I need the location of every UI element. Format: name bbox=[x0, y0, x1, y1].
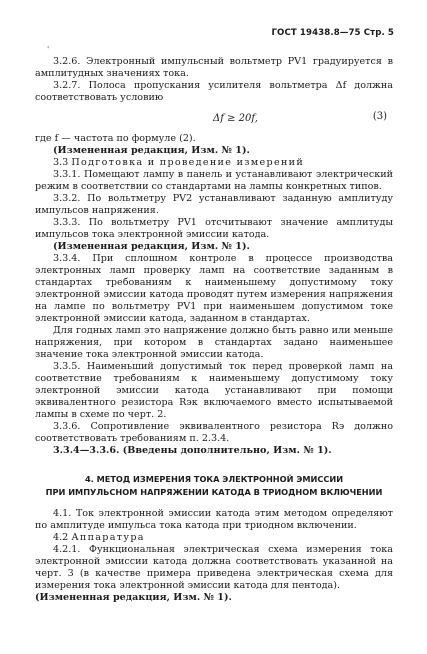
paragraph-3-3-3: 3.3.3. По вольтметру PV1 отсчитывают значение амплитуды импульсов тока электронной эмиссии катода. bbox=[35, 217, 393, 240]
paragraph-4-2-1: 4.2.1. Функциональная электрическая схема измерения тока электронной эмиссии катода должна соответствовать указанной на черт. 3 (в качестве примера приведена электрическая схема для измерения тока электронной эмиссии катода для пентода). bbox=[35, 544, 393, 591]
paragraph-3-3-4-continued: Для годных ламп это напряжение должно быть равно или меньше напряжения, при котором в стандартах задано наименьшее значение тока электронной эмиссии катода. bbox=[35, 325, 393, 360]
page-content bbox=[35, 56, 393, 604]
paragraph-3-3-4: 3.3.4. При сплошном контроле в процессе производства электронных ламп проверку ламп на соответствие заданным в стандартах требованиям к наименьшему допустимому току электронной эмиссии катода проводят путем измерения напряжения на лампе по вольтметру PV1 при наименьшем допустимом токе электронной эмиссии катода, заданном в стандартах. bbox=[35, 253, 393, 324]
amendment-note-2: (Измененная редакция, Изм. № 1). bbox=[53, 241, 250, 252]
paragraph-3-3-1: 3.3.1. Помещают лампу в панель и устанавливают электрический режим в соответствии со стандартами на лампы конкретных типов. bbox=[35, 169, 393, 192]
section-3-3-title: Подготовка и проведение измерений bbox=[71, 157, 305, 168]
section-4-2-heading bbox=[35, 532, 393, 544]
paragraph-4-1: 4.1. Ток электронной эмиссии катода этим методом определяют по амплитуде импульса тока катода при триодном включении. bbox=[35, 508, 393, 531]
paragraph-3-2-6: 3.2.6. Электронный импульсный вольтметр PV1 градуируется в амплитудных значениях тока. bbox=[35, 56, 393, 79]
formula-expression: Δf ≥ 20f, bbox=[213, 113, 258, 124]
paragraph-3-3-2: 3.3.2. По вольтметру PV2 устанавливают заданную амплитуду импульсов напряжения. bbox=[35, 193, 393, 216]
paragraph-3-3-6: 3.3.6. Сопротивление эквивалентного резистора Rэ должно соответствовать требованиям п. 2.3.4. bbox=[35, 421, 393, 444]
paragraph-3-3-5: 3.3.5. Наименьший допустимый ток перед проверкой ламп на соответствие требованиям к наименьшему допустимому току электронной эмиссии катода устанавливают при помощи эквивалентного резистора Rэк включаемого вместо испытываемой лампы в схеме по черт. 2. bbox=[35, 361, 393, 420]
section-4-heading-line-1: 4. МЕТОД ИЗМЕРЕНИЯ ТОКА ЭЛЕКТРОННОЙ ЭМИССИИ bbox=[84, 474, 344, 484]
amendment-note-4: (Измененная редакция, Изм. № 1). bbox=[35, 592, 232, 603]
section-4-heading-line-2: ПРИ ИМПУЛЬСНОМ НАПРЯЖЕНИИ КАТОДА В ТРИОДНОМ ВКЛЮЧЕНИИ bbox=[45, 487, 383, 497]
formula-3 bbox=[35, 107, 393, 131]
section-4-2-number: 4.2 bbox=[53, 532, 69, 543]
paragraph-3-2-7: 3.2.7. Полоса пропускания усилителя вольтметра Δf должна соответствовать условию bbox=[35, 80, 393, 103]
page-header: ГОСТ 19438.8—75 Стр. 5 bbox=[271, 28, 394, 38]
paragraph-where: где f — частота по формуле (2). bbox=[35, 133, 196, 144]
amendment-note-3: 3.3.4—3.3.6. (Введены дополнительно, Изм. № 1). bbox=[53, 445, 332, 456]
margin-mark: ' bbox=[47, 45, 50, 54]
section-3-3-heading bbox=[35, 157, 393, 169]
section-4-2-title: Аппаратура bbox=[71, 532, 145, 543]
amendment-note-1: (Измененная редакция, Изм. № 1). bbox=[53, 145, 250, 156]
section-3-3-number: 3.3 bbox=[53, 157, 69, 168]
section-4-heading bbox=[35, 473, 393, 499]
formula-number: (3) bbox=[372, 111, 387, 122]
